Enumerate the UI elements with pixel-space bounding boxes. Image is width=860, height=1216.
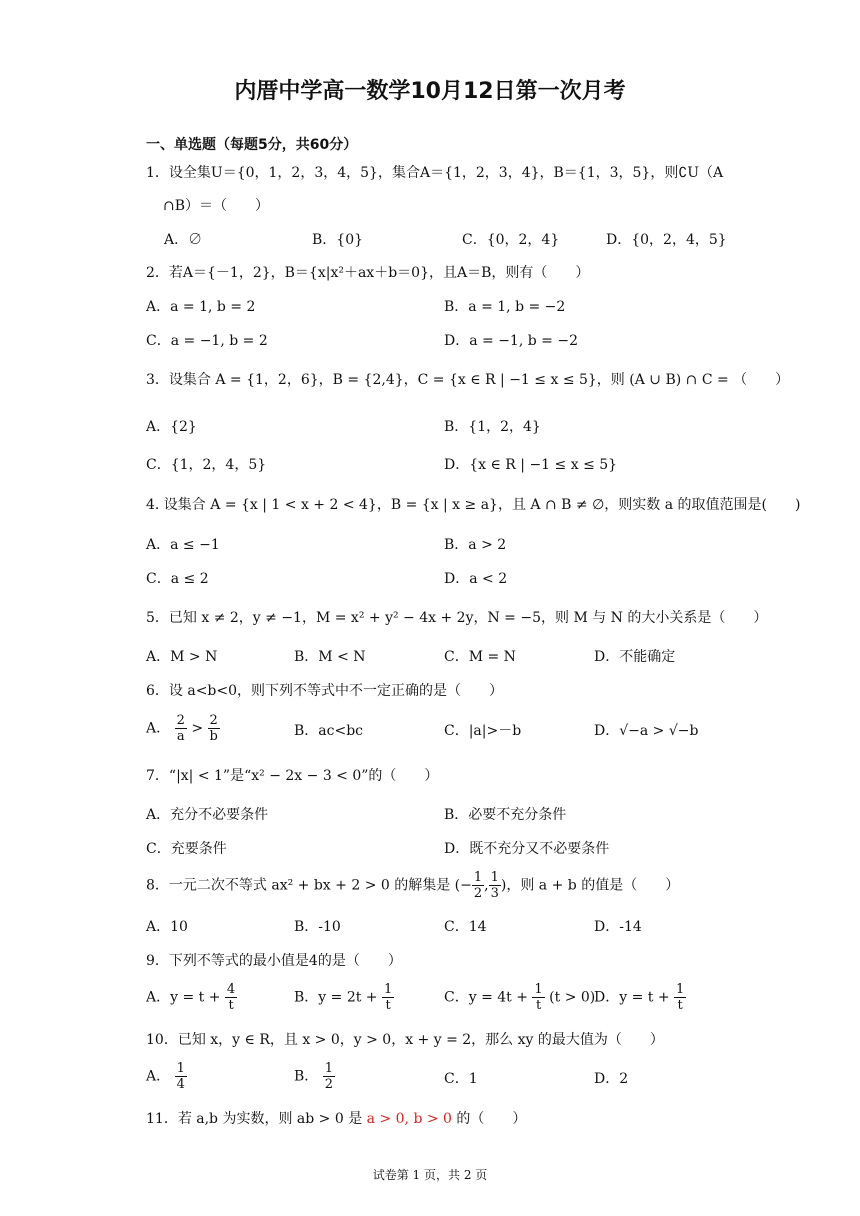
q10-b-fraction [323, 1061, 335, 1092]
q1-option-b: B．{0} [312, 232, 364, 248]
q8-frac1-den: 2 [473, 886, 483, 901]
q9-d-den: t [677, 998, 683, 1013]
q10-b-num: 1 [324, 1061, 334, 1076]
q10-b-den: 2 [324, 1077, 334, 1092]
q8-comma: , [484, 877, 489, 894]
q10-a-fraction [175, 1061, 187, 1092]
q6-frac2-num: 2 [208, 713, 220, 729]
question-10-stem: 10．已知 x，y ∈ R，且 x > 0，y > 0，x + y = 2，那么 xy 的最大值为（ ） [146, 1032, 664, 1048]
q6-gt-sign: > [191, 720, 204, 737]
q6-option-a-label: A． [146, 720, 171, 737]
question-1-stem: 1．设全集U＝{0，1，2，3，4，5}，集合A＝{1，2，3，4}，B＝{1，3，5}，则∁U（A [146, 165, 724, 181]
q9-d-num: 1 [676, 982, 685, 997]
q8-frac1-num: 1 [473, 870, 483, 885]
question-4-stem: 4. 设集合 A = {x | 1 < x + 2 < 4}，B = {x | x ≥ a}，且 A ∩ B ≠ ∅，则实数 a 的取值范围是( ) [146, 497, 801, 513]
q9-b-num: 1 [384, 982, 393, 997]
q6-frac1-num: 2 [176, 713, 185, 728]
q3-option-d: D．{x ∈ R | −1 ≤ x ≤ 5} [444, 457, 618, 473]
q9-a-expr: A．y = t + [146, 989, 221, 1006]
q3-option-c: C．{1，2，4，5} [146, 457, 267, 473]
q6-option-b: B．ac<bc [294, 723, 364, 739]
q5-option-a: A．M > N [146, 649, 218, 665]
q1-option-c: C．{0，2，4} [462, 232, 560, 248]
q8-option-b: B．-10 [294, 919, 341, 935]
q4-option-b: B．a > 2 [444, 537, 507, 553]
q4-option-a: A．a ≤ −1 [146, 537, 220, 553]
q1-option-d: D．{0，2，4，5} [606, 232, 727, 248]
q5-option-d: D．不能确定 [594, 649, 676, 665]
question-5-stem: 5．已知 x ≠ 2，y ≠ −1，M = x² + y² − 4x + 2y，N = −5，则 M 与 N 的大小关系是（ ） [146, 610, 768, 626]
q9-c-den: t [535, 998, 542, 1013]
page-footer: 试卷第 1 页，共 2 页 [372, 1168, 488, 1182]
q8-frac2-den: 3 [490, 886, 499, 901]
q7-option-d: D．既不充分又不必要条件 [444, 841, 610, 857]
q9-option-c [444, 982, 595, 1013]
q6-option-a [146, 713, 220, 744]
q3-option-a: A．{2} [146, 419, 197, 435]
q9-option-d [594, 982, 686, 1013]
q8-stem-end: )，则 a + b 的值是（ ） [500, 877, 680, 894]
q2-option-d: D．a = −1, b = −2 [444, 333, 578, 349]
q9-c-num: 1 [534, 982, 543, 997]
q10-option-c: C．1 [444, 1071, 478, 1087]
question-6-stem: 6．设 a<b<0，则下列不等式中不一定正确的是（ ） [146, 683, 504, 699]
q9-c-expr: C．y = 4t + [444, 989, 528, 1006]
question-3-stem: 3．设集合 A = {1，2，6}，B = {2,4}，C = {x ∈ R | −1 ≤ x ≤ 5}，则 (A ∪ B) ∩ C = （ ） [146, 372, 790, 388]
q8-stem-start: 8．一元二次不等式 ax² + bx + 2 > 0 的解集是 (− [146, 877, 472, 894]
q8-option-d: D．-14 [594, 919, 642, 935]
q9-c-fraction [532, 982, 544, 1013]
question-7-stem: 7．“|x| < 1”是“x² − 2x − 3 < 0”的（ ） [146, 768, 439, 784]
question-9-stem: 9．下列不等式的最小值是4的是（ ） [146, 953, 402, 969]
q7-option-c: C．充要条件 [146, 841, 227, 857]
q4-option-c: C．a ≤ 2 [146, 571, 209, 587]
page-title: 内厝中学高一数学10月12日第一次月考 [234, 79, 626, 104]
q11-stem-end: 的（ ） [451, 1111, 527, 1127]
q9-b-expr: B．y = 2t + [294, 989, 378, 1006]
q9-option-b [294, 982, 394, 1013]
q6-option-c: C．|a|>－b [444, 723, 522, 739]
q6-frac2-den: b [209, 729, 218, 744]
q10-option-d: D．2 [594, 1071, 629, 1087]
q9-c-condition: (t > 0) [549, 989, 596, 1006]
q5-option-c: C．M = N [444, 649, 516, 665]
q4-option-d: D．a < 2 [444, 571, 508, 587]
q11-stem-start: 11．若 a,b 为实数，则 ab > 0 是 [146, 1111, 367, 1127]
q10-option-a [146, 1061, 187, 1092]
q8-fraction-1-over-2 [472, 870, 484, 901]
q10-option-b [294, 1061, 335, 1092]
q8-option-a: A．10 [146, 919, 188, 935]
q9-d-expr: D．y = t + [594, 989, 670, 1006]
q10-a-den: 4 [176, 1077, 185, 1092]
q8-fraction-1-over-3 [489, 870, 501, 901]
q1-option-a: A．∅ [164, 232, 203, 248]
question-8-stem [146, 870, 679, 901]
section-heading: 一、单选题（每题5分，共60分） [146, 137, 358, 153]
q8-frac2-num: 1 [490, 870, 499, 885]
question-11-stem [146, 1110, 526, 1128]
q10-a-label: A． [146, 1068, 171, 1085]
q2-option-a: A．a = 1, b = 2 [146, 299, 256, 315]
q2-option-b: B．a = 1, b = −2 [444, 299, 566, 315]
q6-fraction-2-over-a [175, 713, 187, 744]
q10-a-num: 1 [176, 1061, 185, 1076]
q7-option-b: B．必要不充分条件 [444, 807, 567, 823]
q10-b-label: B． [294, 1068, 319, 1085]
q9-option-a [146, 982, 237, 1013]
q9-a-fraction [225, 982, 237, 1013]
q7-option-a: A．充分不必要条件 [146, 807, 269, 823]
q8-option-c: C．14 [444, 919, 487, 935]
q9-b-fraction [382, 982, 394, 1013]
q9-a-num: 4 [226, 982, 236, 997]
question-2-stem: 2．若A＝{－1，2}，B＝{x|x²＋ax＋b＝0}，且A＝B，则有（ ） [146, 265, 590, 281]
q5-option-b: B．M < N [294, 649, 366, 665]
q3-option-b: B．{1，2，4} [444, 419, 541, 435]
q6-option-d: D．√−a > √−b [594, 723, 699, 739]
q6-frac1-den: a [176, 729, 185, 744]
q2-option-c: C．a = −1, b = 2 [146, 333, 268, 349]
q9-d-fraction [674, 982, 686, 1013]
q11-highlighted-condition: a > 0, b > 0 [366, 1111, 452, 1127]
question-1-stem-cont: ∩B）＝（ ） [163, 198, 270, 214]
q9-a-den: t [228, 998, 234, 1013]
q6-fraction-2-over-b [208, 713, 220, 744]
q9-b-den: t [385, 998, 391, 1013]
